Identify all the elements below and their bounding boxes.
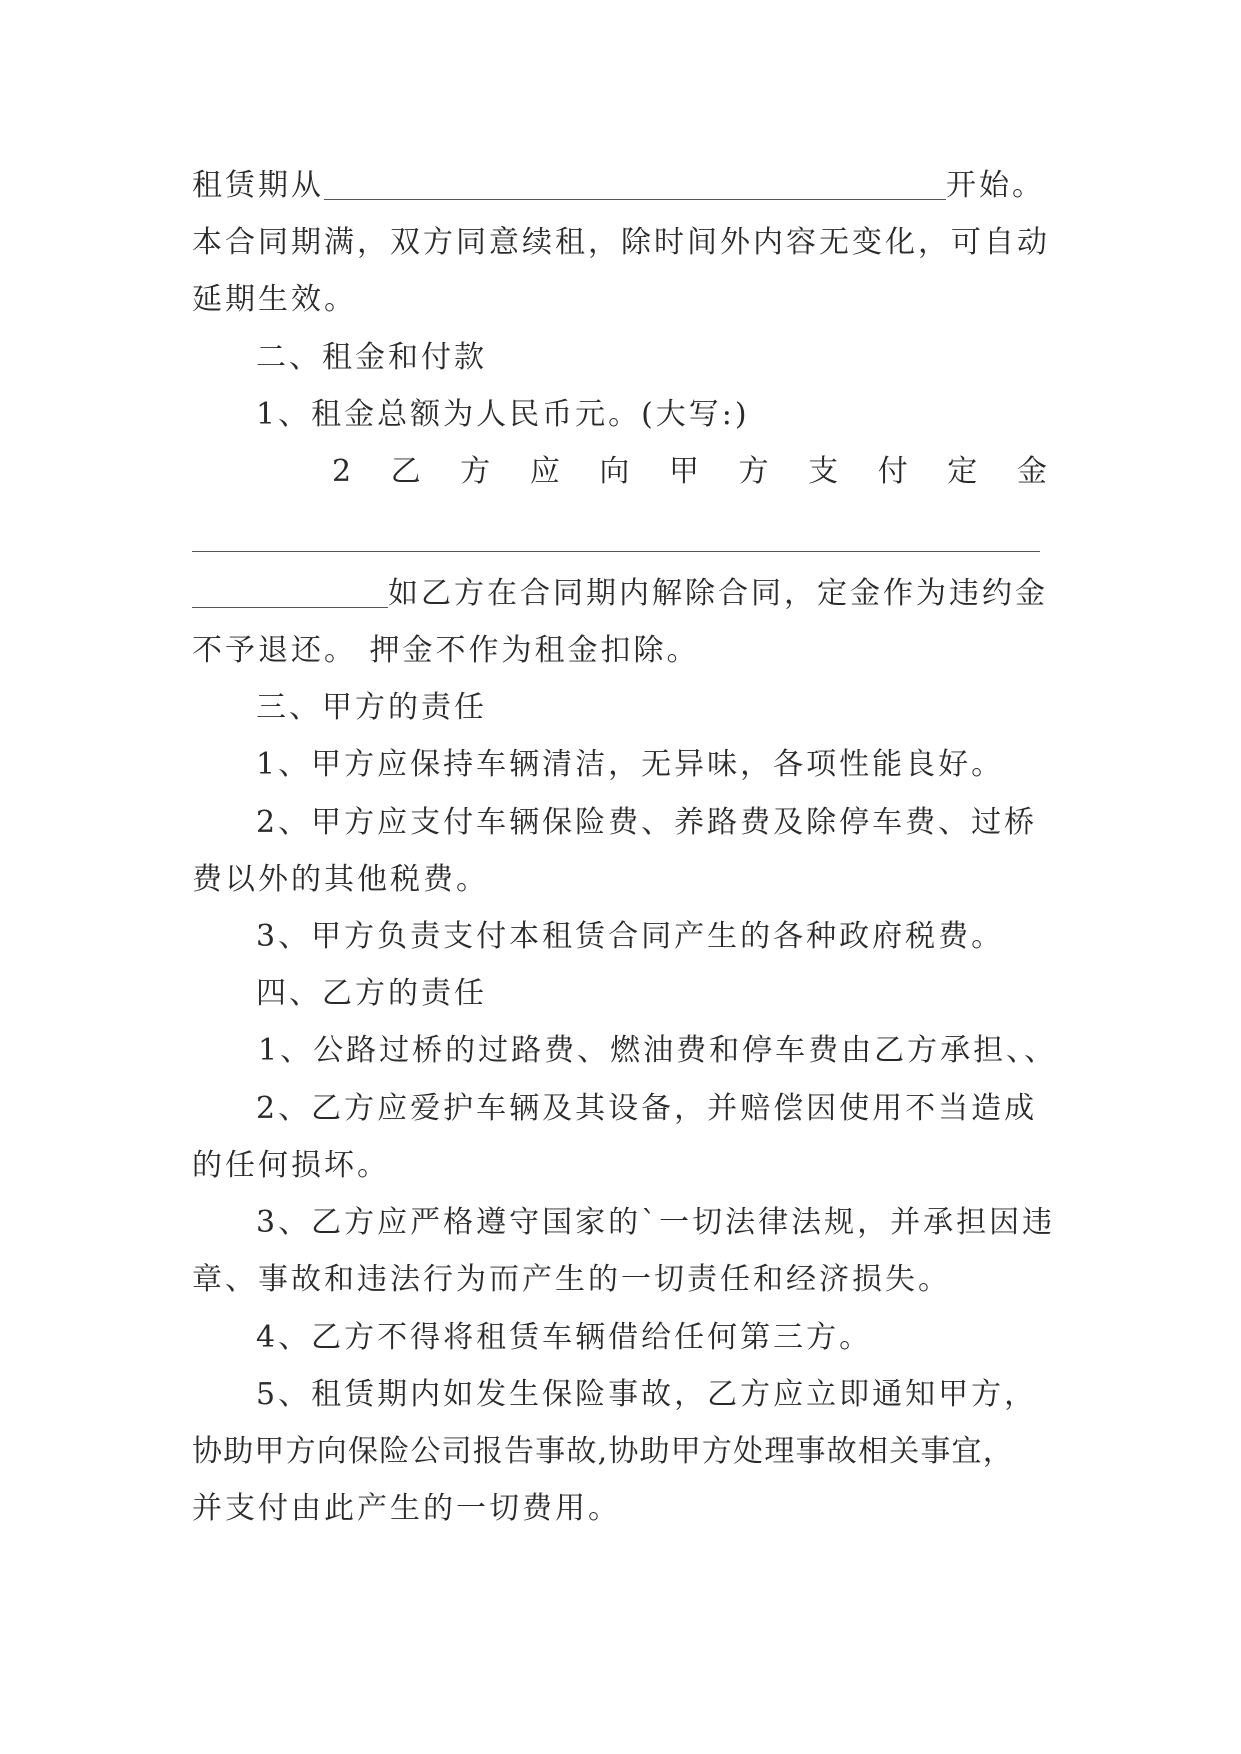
spread-char: 乙 [390, 454, 424, 489]
renewal-line-2: 延期生效。 [192, 282, 357, 317]
party-b-item-5-line-3: 并支付由此产生的一切费用。 [192, 1491, 621, 1526]
party-b-item-5-line-1: 5、租赁期内如发生保险事故，乙方应立即通知甲方， [256, 1377, 1038, 1412]
party-b-item-2-line-1: 2、乙方应爱护车辆及其设备，并赔偿因使用不当造成 [256, 1091, 1038, 1126]
section-heading-rent: 二、租金和付款 [256, 340, 487, 375]
party-b-item-3-line-2: 章、事故和违法行为而产生的一切责任和经济损失。 [192, 1262, 951, 1297]
party-b-item-4: 4、乙方不得将租赁车辆借给任何第三方。 [256, 1320, 873, 1355]
lease-term-label: 租赁期从 [192, 168, 324, 203]
spread-char: 方 [738, 454, 772, 489]
party-b-item-5-line-2: 协助甲方向保险公司报告事故,协助甲方处理事故相关事宜， [192, 1434, 1014, 1469]
spread-char: 甲 [668, 454, 702, 489]
spread-char: 2 [332, 454, 355, 489]
renewal-line-1: 本合同期满，双方同意续租，除时间外内容无变化，可自动 [192, 225, 1050, 260]
rent-item-2-spread [332, 450, 1050, 494]
deposit-blank [192, 577, 388, 608]
section-heading-party-b: 四、乙方的责任 [256, 976, 487, 1011]
spread-char: 向 [599, 454, 633, 489]
spread-char: 金 [1016, 454, 1050, 489]
party-a-item-3: 3、甲方负责支付本租赁合同产生的各种政府税费。 [256, 919, 1005, 954]
rent-item-1: 1、租金总额为人民币元。(大写:) [256, 397, 750, 432]
spread-char: 付 [877, 454, 911, 489]
deposit-text: 如乙方在合同期内解除合同，定金作为违约金 [388, 576, 1048, 611]
lease-term-start-line [192, 164, 1052, 208]
party-b-item-1: 1、公路过桥的过路费、燃油费和停车费由乙方承担、、 [258, 1033, 1058, 1068]
spread-char: 方 [460, 454, 494, 489]
deposit-line [192, 572, 1052, 616]
party-a-item-2-line-2: 费以外的其他税费。 [192, 862, 489, 897]
party-a-item-2-line-1: 2、甲方应支付车辆保险费、养路费及除停车费、过桥 [256, 805, 1038, 840]
party-b-item-2-line-2: 的任何损坏。 [192, 1148, 390, 1183]
deposit-end: 不予退还。 押金不作为租金扣除。 [192, 633, 700, 668]
party-b-item-3-line-1: 3、乙方应严格遵守国家的`一切法律法规，并承担因违 [256, 1205, 1056, 1240]
spread-char: 支 [808, 454, 842, 489]
spread-char: 应 [529, 454, 563, 489]
party-a-item-1: 1、甲方应保持车辆清洁，无异味，各项性能良好。 [256, 747, 1005, 782]
lease-term-end-text: 开始。 [946, 168, 1045, 203]
spread-char: 定 [947, 454, 981, 489]
lease-start-blank [324, 169, 946, 200]
deposit-amount-blank [192, 551, 1040, 552]
section-heading-party-a: 三、甲方的责任 [256, 690, 487, 725]
